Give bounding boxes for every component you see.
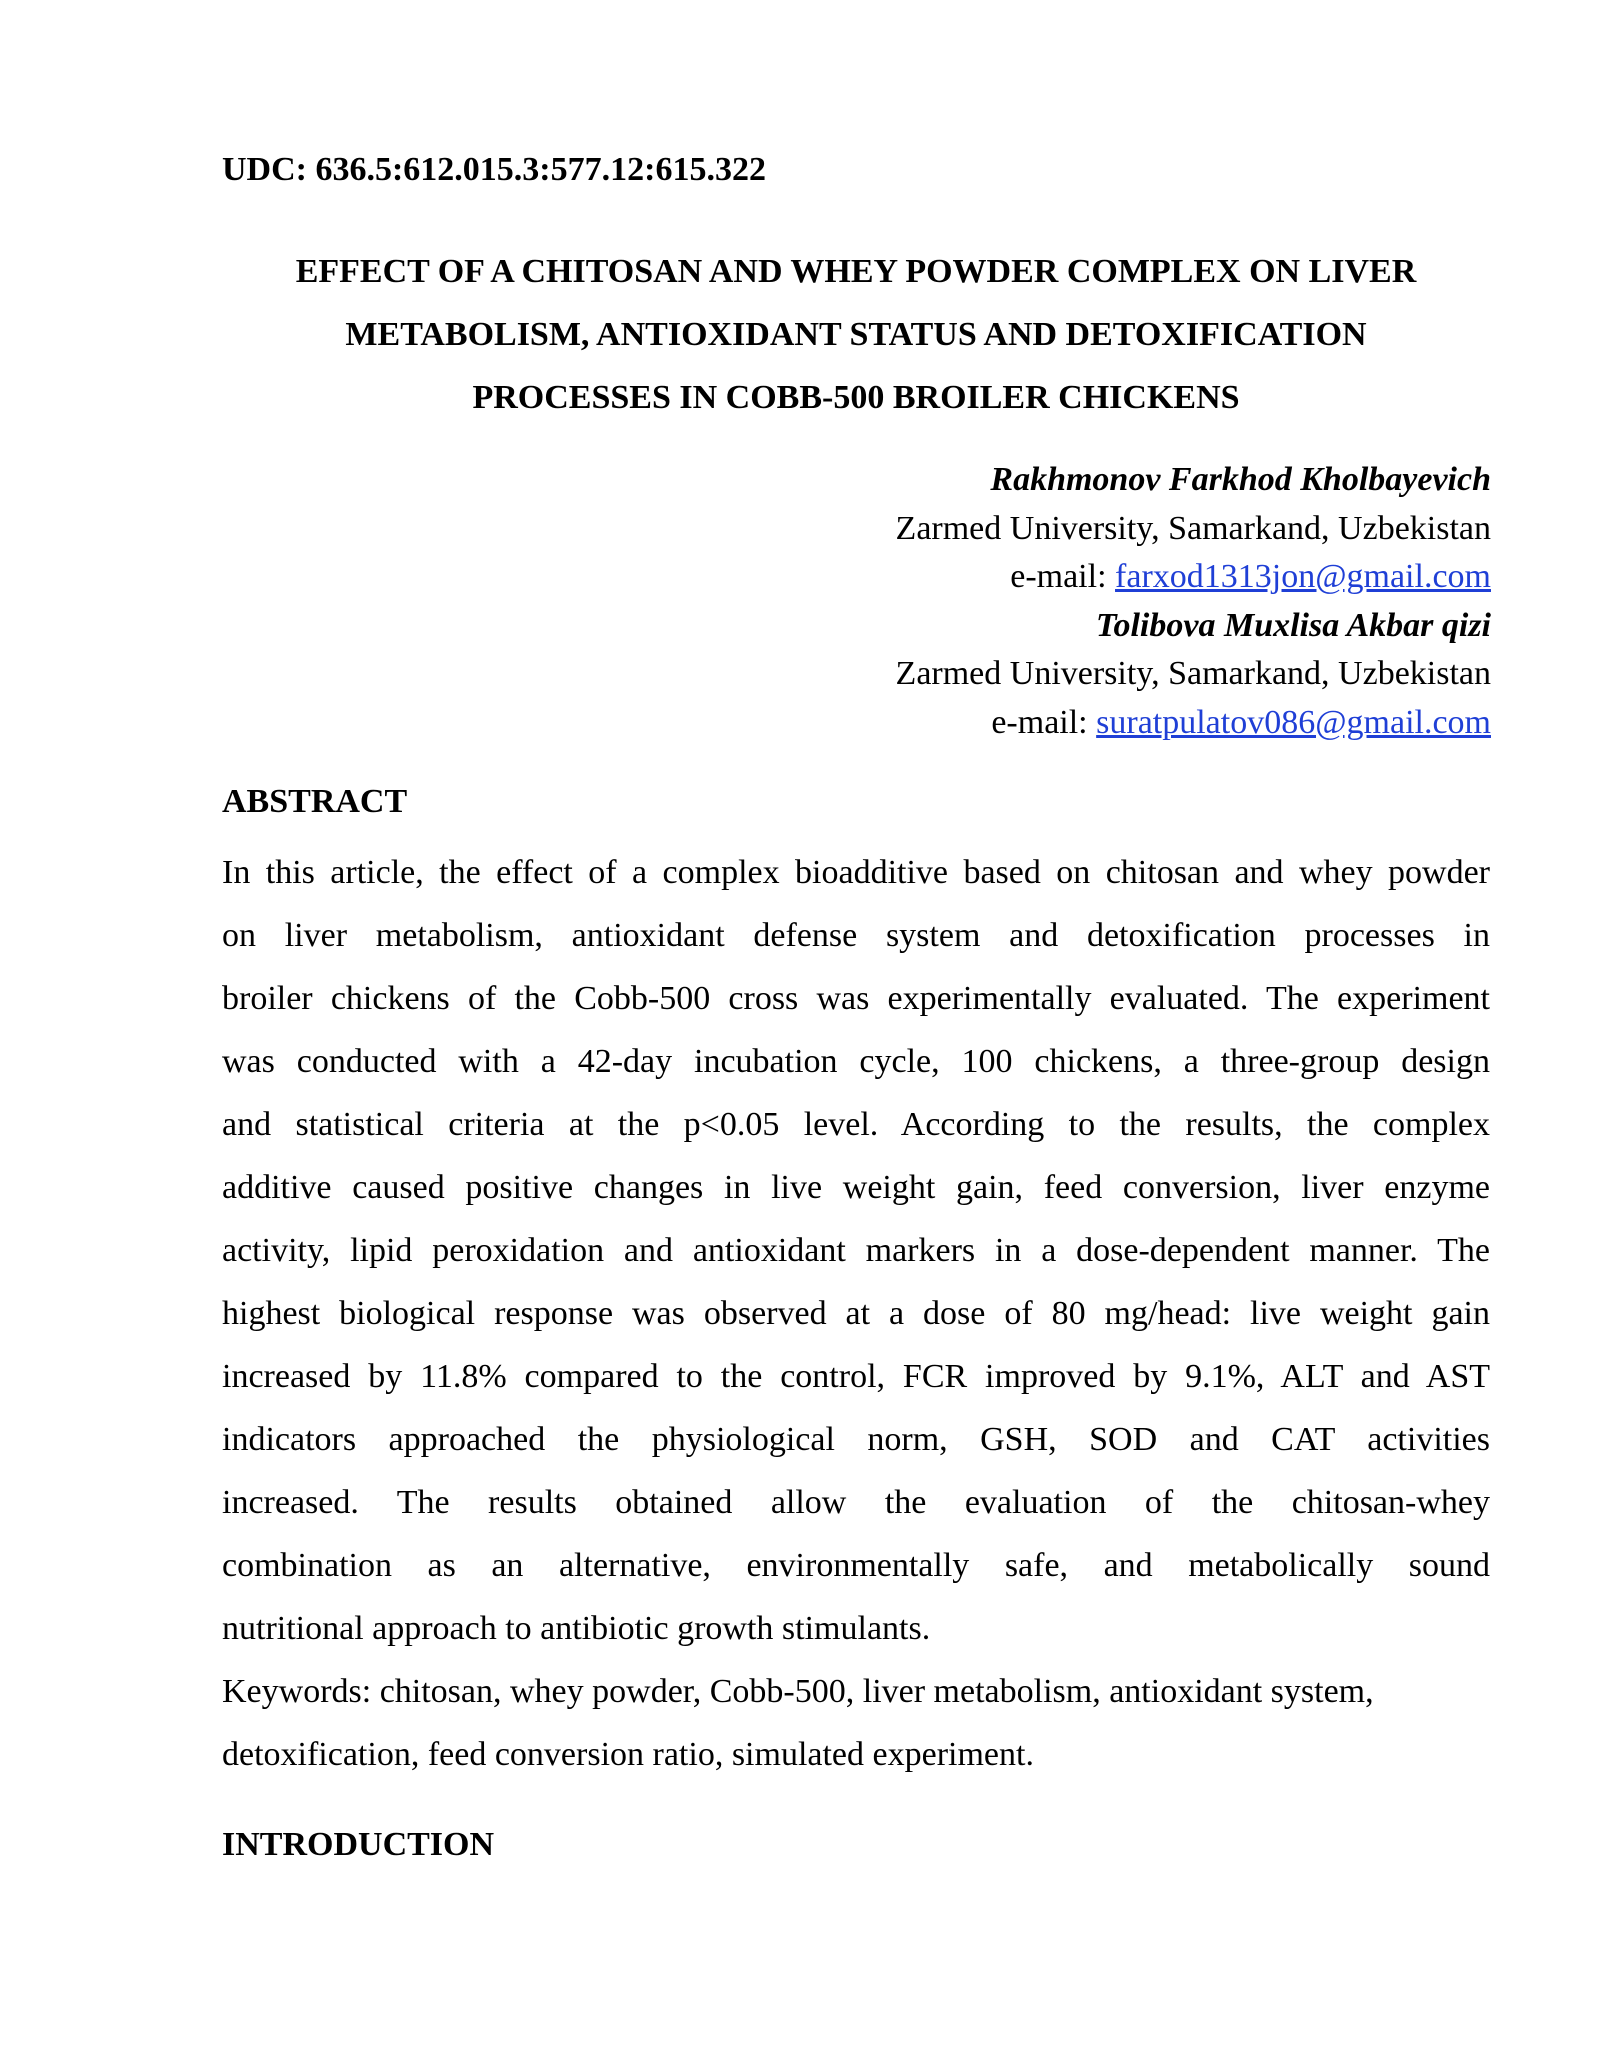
keywords-line: detoxification, feed conversion ratio, simulated experiment. <box>222 1736 1034 1773</box>
abstract-heading: ABSTRACT <box>222 783 408 820</box>
title-line: PROCESSES IN COBB-500 BROILER CHICKENS <box>472 379 1240 416</box>
abstract-line: broiler chickens of the Cobb-500 cross was experimentally evaluated. The experiment <box>222 980 1490 1017</box>
email-label: e-mail: <box>991 703 1097 741</box>
abstract-line: indicators approached the physiological norm, GSH, SOD and CAT activities <box>222 1421 1490 1458</box>
abstract-line: on liver metabolism, antioxidant defense system and detoxification processes in <box>222 917 1490 954</box>
author-block <box>896 456 1491 747</box>
abstract-line: nutritional approach to antibiotic growth stimulants. <box>222 1610 931 1647</box>
author-affiliation: Zarmed University, Samarkand, Uzbekistan <box>895 655 1491 692</box>
keywords <box>222 1660 1490 1786</box>
udc-code: UDC: 636.5:612.015.3:577.12:615.322 <box>222 151 766 188</box>
abstract-line: was conducted with a 42-day incubation cycle, 100 chickens, a three-group design <box>222 1043 1490 1080</box>
author-email-link[interactable]: suratpulatov086@gmail.com <box>1096 703 1491 741</box>
abstract-line: additive caused positive changes in live weight gain, feed conversion, liver enzyme <box>222 1169 1490 1206</box>
abstract-line: increased by 11.8% compared to the control, FCR improved by 9.1%, ALT and AST <box>222 1358 1490 1395</box>
author-email-link[interactable]: farxod1313jon@gmail.com <box>1115 558 1491 595</box>
abstract-line: In this article, the effect of a complex bioadditive based on chitosan and whey powder <box>222 854 1490 891</box>
abstract-text <box>222 841 1490 1660</box>
keywords-line: Keywords: chitosan, whey powder, Cobb-500, liver metabolism, antioxidant system, <box>222 1673 1374 1710</box>
abstract-line: highest biological response was observed at a dose of 80 mg/head: live weight gain <box>222 1295 1490 1332</box>
author-affiliation: Zarmed University, Samarkand, Uzbekistan <box>895 509 1491 547</box>
abstract-line: increased. The results obtained allow the evaluation of the chitosan-whey <box>222 1484 1490 1521</box>
author-name: Rakhmonov Farkhod Kholbayevich <box>990 461 1491 498</box>
author-email-line <box>896 699 1491 748</box>
introduction-heading: INTRODUCTION <box>222 1826 495 1863</box>
abstract-line: and statistical criteria at the p<0.05 level. According to the results, the complex <box>222 1106 1490 1143</box>
author-name: Tolibova Muxlisa Akbar qizi <box>1095 606 1491 644</box>
paper-title <box>222 240 1490 429</box>
title-line: METABOLISM, ANTIOXIDANT STATUS AND DETOXIFICATION <box>345 316 1367 353</box>
email-label: e-mail: <box>1010 558 1116 595</box>
title-line: EFFECT OF A CHITOSAN AND WHEY POWDER COMPLEX ON LIVER <box>295 253 1417 290</box>
abstract-line: combination as an alternative, environmentally safe, and metabolically sound <box>222 1547 1490 1584</box>
abstract-line: activity, lipid peroxidation and antioxidant markers in a dose-dependent manner. The <box>222 1232 1490 1269</box>
author-email-line <box>896 553 1491 602</box>
